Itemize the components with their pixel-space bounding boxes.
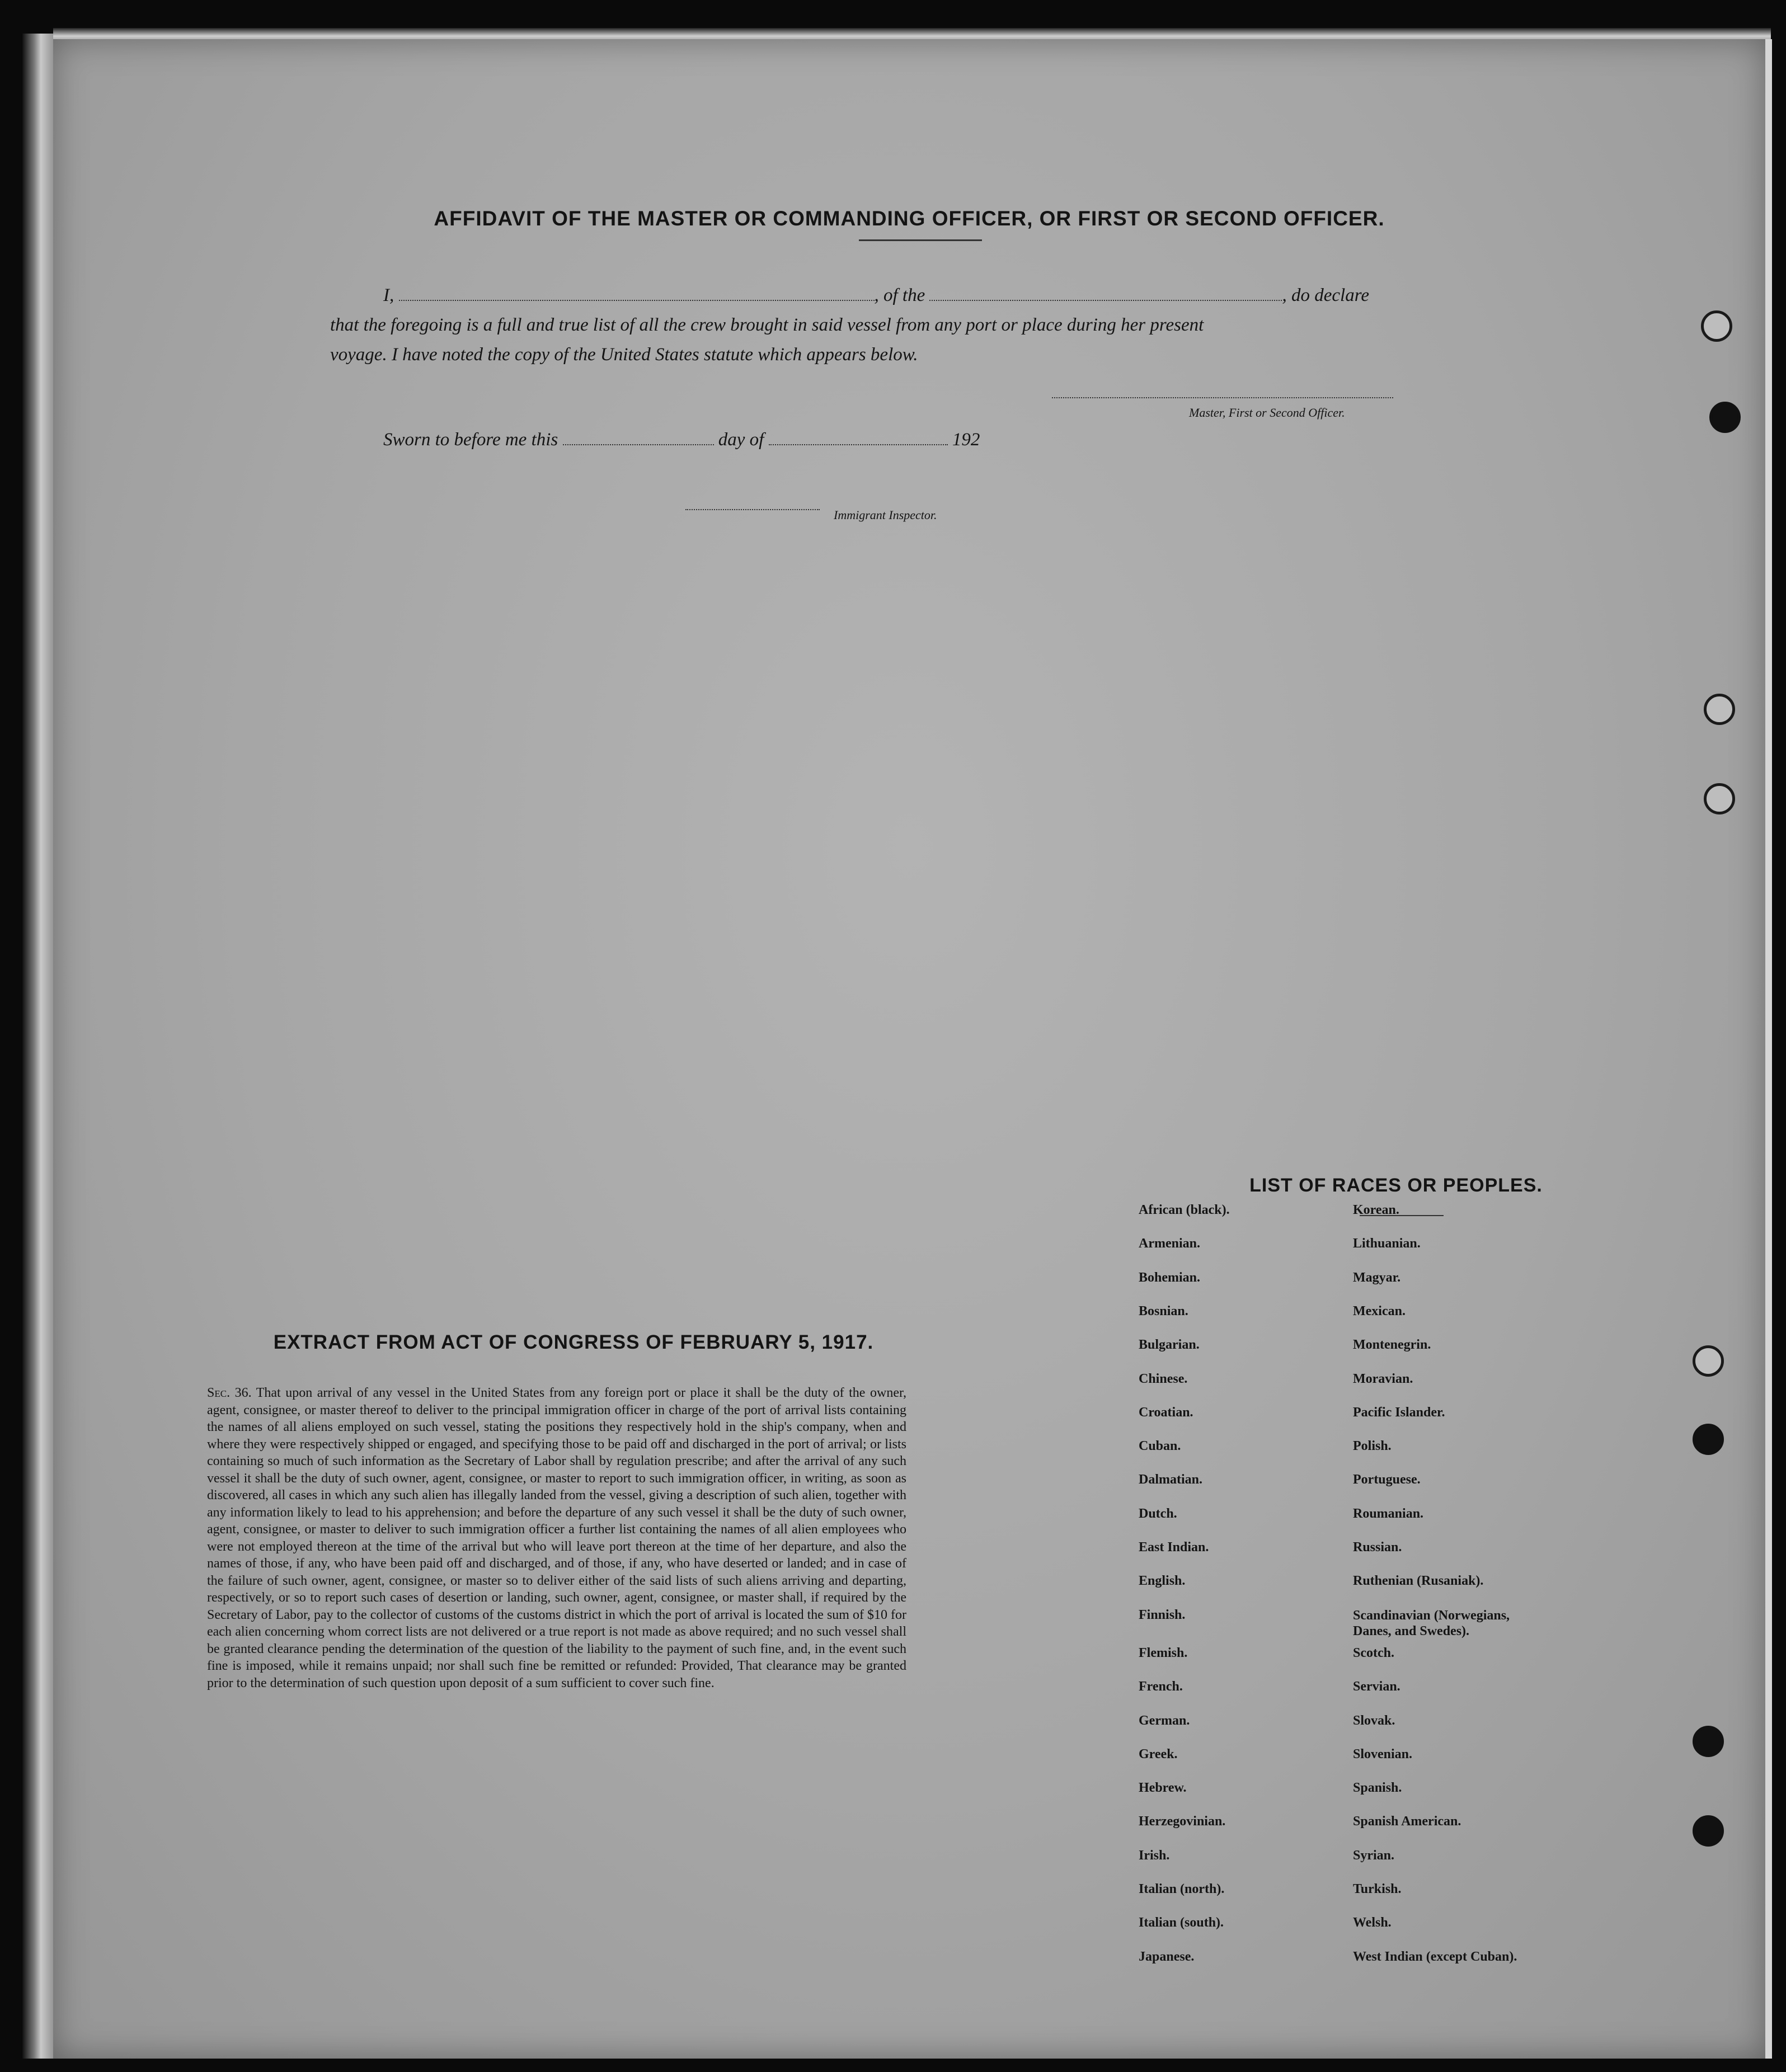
binder-hole-icon [1693,1726,1724,1757]
race-item: Servian. [1353,1679,1400,1694]
race-item: Spanish. [1353,1781,1402,1796]
race-item: Herzegovinian. [1139,1814,1226,1829]
race-item: Dutch. [1139,1506,1177,1521]
inspector-signature-field[interactable] [685,509,820,510]
sworn-month-field[interactable] [769,444,948,445]
section-label: Sec. 36. [207,1386,252,1400]
race-item: Greek. [1139,1746,1178,1762]
vessel-name-field[interactable] [929,300,1282,301]
affidavit-line-2: that the foregoing is a full and true list of all the crew brought in said vessel from any port or place during her present [330,315,1204,335]
sworn-day-field[interactable] [563,444,714,445]
binder-hole-icon [1693,1815,1724,1847]
race-item: East Indian. [1139,1540,1209,1555]
affidavit-title: AFFIDAVIT OF THE MASTER OR COMMANDING OFFICER, OR FIRST OR SECOND OFFICER. [434,207,1385,230]
race-item: Mexican. [1353,1303,1406,1318]
race-item: Bulgarian. [1139,1338,1200,1353]
race-item: German. [1139,1713,1190,1728]
race-item: Syrian. [1353,1848,1395,1863]
sworn-year: 192 [952,430,980,450]
race-item: Bohemian. [1139,1270,1201,1285]
race-item: Italian (north). [1139,1882,1225,1896]
binder-hole-icon [1701,310,1732,342]
race-item: Scandinavian (Norwegians, Danes, and Swedes). [1353,1608,1510,1638]
master-signature-label: Master, First or Second Officer. [1189,406,1345,420]
affidavit-i: I, [383,285,394,305]
race-item: Pacific Islander. [1353,1405,1445,1420]
race-item: English. [1139,1574,1186,1589]
race-item: Finnish. [1139,1607,1186,1622]
affidavit-do-declare: , do declare [1282,285,1369,305]
race-item: Slovenian. [1353,1746,1413,1762]
race-item: Chinese. [1139,1371,1188,1386]
master-name-field[interactable] [399,300,875,301]
race-item: Polish. [1353,1439,1392,1454]
race-item: Moravian. [1353,1371,1413,1386]
race-item: Bosnian. [1139,1303,1188,1318]
race-item: Roumanian. [1353,1506,1424,1521]
binder-hole-icon [1704,694,1735,725]
inspector-label: Immigrant Inspector. [834,508,937,522]
document-page [53,39,1772,2059]
race-item: Magyar. [1353,1270,1401,1285]
race-item: Cuban. [1139,1439,1181,1454]
race-item: Korean. [1353,1203,1399,1217]
race-item: Russian. [1353,1540,1402,1555]
affidavit-line-3: voyage. I have noted the copy of the United States statute which appears below. [330,345,918,365]
race-item: French. [1139,1679,1183,1694]
section-text: That upon arrival of any vessel in the United States from any foreign port or place it shall be the duty of the owner, agent, consignee, or master thereof to deliver to the principal immigration officer in charge of the port of arrival lists containing the names of all aliens employed on such vessel, stating the positions they respectively hold in the ship's company, when and where they were respectively shipped or engaged, and specifying those to be paid off and discharged in the port of arrival; or lists containing so much of such information as the Secretary of Labor shall by regulation prescribe; and after the arrival of any such vessel it shall be the duty of such owner, agent, consignee, or master to report to such immigration officer, in writing, as soon as discovered, all cases in which any such alien has illegally landed from the vessel, giving a description of such alien, together with any information likely to lead to his apprehension; and before the departure of any such vessel it shall be the duty of such owner, agent, consignee, or master to deliver to such immigration officer a further list containing the names of all alien employees who were not employed thereon at the time of the arrival but who will leave port thereon at the time of her departure, and also the names of those, if any, who have been paid off and discharged, and of those, if any, who have deserted or landed; and in case of the failure of such owner, agent, consignee, or master so to deliver either of the said lists of such aliens arriving and departing, respectively, or so to report such cases of desertion or landing, such owner, agent, consignee, or master shall, if required by the Secretary of Labor, pay to the collector of customs of the customs district in which the port of arrival is located the sum of $10 for each alien concerning whom correct lists are not delivered or a true report is not made as above required; and no such vessel shall be granted clearance pending the determination of the question of the liability to the payment of such fine, and, in the event such fine is imposed, while it remains unpaid; nor shall such fine be remitted or refunded: Provided, That clearance may be granted prior to the determination of such question upon deposit of a sum sufficient to cover such fine. [207,1386,906,1690]
race-item: Hebrew. [1139,1781,1187,1796]
race-item: Dalmatian. [1139,1472,1202,1487]
extract-body [207,1385,906,1692]
race-item: Italian (south). [1139,1915,1224,1930]
race-item: Ruthenian (Rusaniak). [1353,1574,1484,1589]
race-item: Scotch. [1353,1645,1394,1660]
sworn-day-of: day of [718,430,764,450]
race-item: Slovak. [1353,1713,1395,1728]
extract-title: EXTRACT FROM ACT OF CONGRESS OF FEBRUARY 5, 1917. [273,1331,874,1353]
page-edge-left [22,34,56,2059]
race-item: Lithuanian. [1353,1236,1421,1251]
race-item: African (black). [1139,1203,1230,1217]
title-rule [859,239,982,241]
binder-hole-icon [1693,1424,1724,1455]
sworn-line [383,430,980,450]
binder-hole-icon [1693,1345,1724,1377]
race-item: Spanish American. [1353,1814,1461,1829]
race-item: Irish. [1139,1848,1170,1863]
race-item: Japanese. [1139,1949,1195,1964]
binder-hole-icon [1709,402,1741,433]
races-title: LIST OF RACES OR PEOPLES. [1249,1175,1543,1196]
race-item: Croatian. [1139,1405,1193,1420]
race-item: Portuguese. [1353,1472,1421,1487]
binder-hole-icon [1704,783,1735,814]
race-item: Welsh. [1353,1915,1392,1930]
affidavit-of-the: , of the [874,285,925,305]
sworn-prefix: Sworn to before me this [383,430,558,450]
race-item: Flemish. [1139,1645,1188,1660]
race-item: Armenian. [1139,1236,1200,1251]
race-item: Montenegrin. [1353,1338,1431,1353]
master-signature-field[interactable] [1052,397,1393,398]
race-item: Turkish. [1353,1882,1402,1896]
race-item: West Indian (except Cuban). [1353,1949,1517,1964]
affidavit-line-1 [383,285,1369,306]
